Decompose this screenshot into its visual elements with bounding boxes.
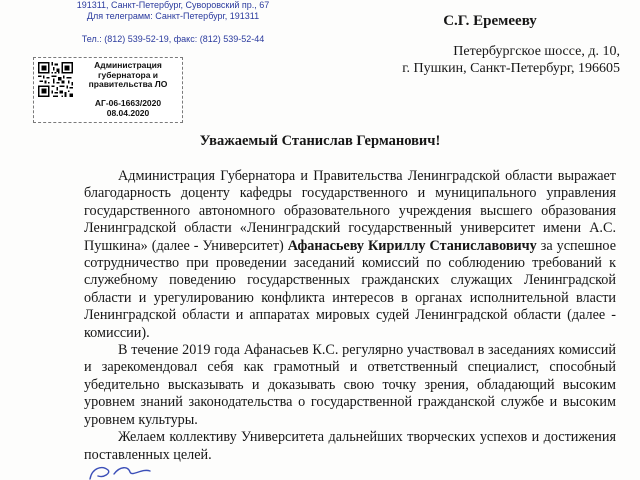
sender-telegram: Для телеграмм: Санкт-Петербург, 191311 (86, 10, 260, 21)
honoree-name: Афанасьеву Кириллу Станиславовичу (287, 237, 537, 254)
stamp-org-line: губернатора и (97, 69, 159, 80)
body-paragraph-3: Желаем коллективу Университета дальнейших творческих успехов и достижения поставленных целей. (84, 429, 616, 463)
recipient-address-line2: г. Пушкин, Санкт-Петербург, 196605 (402, 61, 620, 76)
stamp-org-line: правительства ЛО (88, 79, 168, 89)
stamp-org-line: Администрация (94, 60, 162, 70)
body-paragraph-1-text: Администрация Губернатора и Правительства Ленинградской области выражает благодарность доценту кафедры государственного и муниципального управления государственного автономного образовательного учреждения высшего образования Ленинградской области «Ленинградский государственный университет имени А.С. Пушкина» (далее - Университет) (84, 168, 616, 254)
registration-stamp (33, 57, 183, 123)
body-paragraph-2: В течение 2019 года Афанасьев К.С. регулярно участвовал в заседаниях комиссий и зарекомендовал себя как грамотный и ответственный специалист, способный убедительно высказывать и доказывать свою точку зрения, обладающий высоким уровнем знаний законодательства о государственной гражданской службе и высоким уровнем культуры. (84, 342, 616, 428)
stamp-registration (76, 98, 180, 118)
sender-letterhead (58, 0, 288, 45)
sender-address: 191311, Санкт-Петербург, Суворовский пр., 67 (76, 0, 270, 10)
stamp-reg-date: 08.04.2020 (106, 108, 150, 118)
body-paragraph-1-text-end: за успешное сотрудничество при проведении заседаний комиссий по соблюдению требований к служебному поведению государственных гражданских служащих Ленинградской области и урегулированию конфликта интересов в органах исполнительной власти Ленинградской области и аппаратах мировых судей Ленинградской области (далее - комиссии). (84, 237, 616, 341)
recipient-address-line1: Петербургское шоссе, д. 10, (453, 44, 620, 59)
sender-phone-fax: Тел.: (812) 539-52-19, факс: (812) 539-52-44 (81, 34, 265, 44)
handwritten-signature (84, 462, 204, 480)
recipient-block (340, 12, 630, 77)
salutation: Уважаемый Станислав Германович! (199, 133, 441, 149)
qr-code-icon (38, 62, 73, 97)
body-paragraph-1 (84, 168, 616, 342)
stamp-organization (76, 61, 180, 90)
letter-body (84, 168, 616, 464)
stamp-reg-number: АГ-06-1663/2020 (94, 98, 162, 108)
recipient-name: С.Г. Еремееву (443, 13, 537, 29)
